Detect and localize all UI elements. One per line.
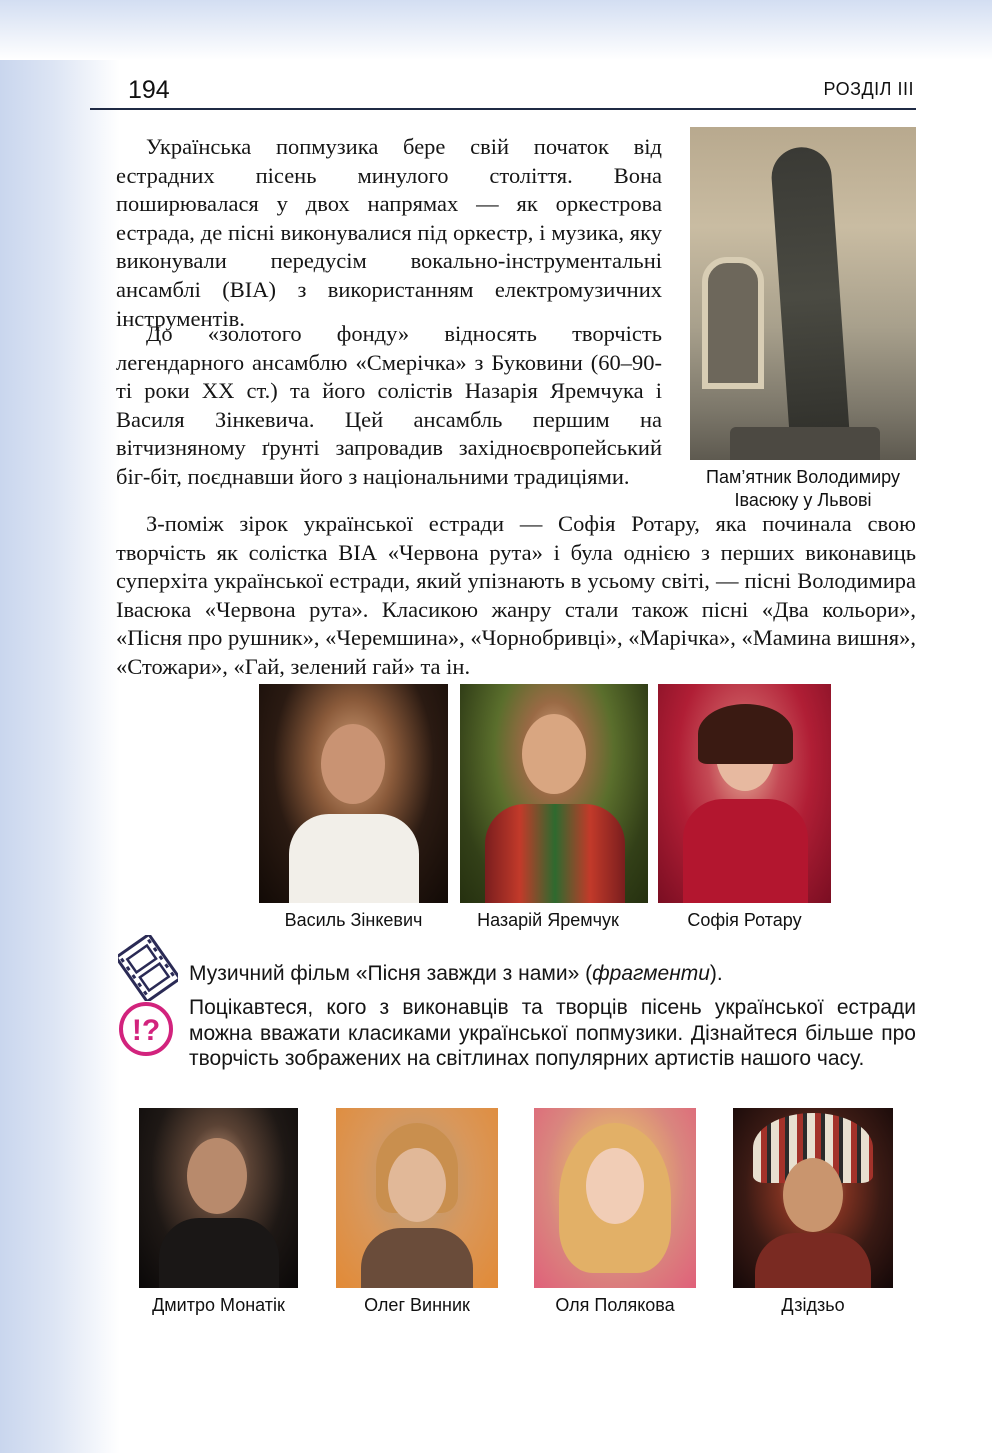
page-top-band [0, 0, 992, 60]
face [586, 1148, 644, 1224]
section-label: РОЗДІЛ III [823, 79, 914, 99]
statue-caption: Пам’ятник Володимиру Івасюку у Львові [706, 467, 900, 510]
building-window [702, 257, 764, 389]
paragraph-3: З-поміж зірок української естради — Софія Ротару, яка починала свою творчість як солістка ВІА «Червона рута» і була однією з перших виконавиць суперхіта української естради, який упізнають в усьому світі, — пісні Володимира Івасюка «Червона рута». Класикою жанру стали також пісні «Два кольори», «Пісня про рушник», «Черемшина», «Чорнобривці», «Марічка», «Мамина вишня», «Стожари», «Гай, зелений гай» та ін. [116, 511, 916, 679]
face [783, 1158, 843, 1232]
artist-photo-vynnyk [336, 1108, 498, 1288]
artist-caption-2: Олег Винник [364, 1295, 470, 1315]
singer-caption-1: Василь Зінкевич [284, 910, 423, 930]
singer-photo-yaremchuk [460, 684, 648, 903]
singer-caption-3: Софія Ротару [687, 910, 802, 930]
white-shirt [289, 814, 419, 903]
task-text: Поцікавтеся, кого з виконавців та творців пісень української естради можна вважати класиками української попмузики. Дізнайтеся більше про творчість зображених на світлинах популярних артистів нашого часу. [189, 996, 916, 1070]
statue-figure [770, 145, 851, 448]
film-strip-icon [118, 935, 178, 1001]
statue-pedestal [730, 427, 880, 460]
page-margin-band [0, 0, 120, 1453]
page-header [90, 76, 916, 110]
jacket [361, 1228, 473, 1288]
film-italic: фрагменти [592, 962, 710, 985]
dark-jacket [159, 1218, 279, 1288]
singer-photo-zinkevych [259, 684, 448, 903]
artist-photo-dzidzio [733, 1108, 893, 1288]
hair [698, 704, 793, 764]
paragraph-1: Українська попмузика бере свій початок від естрадних пісень минулого століття. Вона поширювалася у двох напрямах — як оркестрова естрада, де пісні виконувалися під оркестр, і музика, яку виконували передусім вокально-інструментальні ансамблі (ВІА) з використанням електромузичних інструментів. [116, 134, 662, 331]
question-exclamation-icon [117, 1000, 175, 1058]
singer-photo-rotaru [658, 684, 831, 903]
page-number: 194 [128, 76, 170, 104]
singer-caption-2: Назарій Яремчук [477, 910, 619, 930]
artist-caption-4: Дзідзьо [781, 1295, 845, 1315]
statue-photo [690, 127, 916, 460]
face [321, 724, 385, 804]
face [388, 1148, 446, 1222]
face [187, 1138, 247, 1214]
film-text: Музичний фільм «Пісня завжди з нами» ( [189, 962, 593, 985]
embroidered-shirt [485, 804, 625, 903]
paragraph-2: До «золотого фонду» відносять творчість легендарного ансамблю «Смерічка» з Буковини (60–90-ті роки XX ст.) та його солістів Назарія Яремчука і Василя Зінкевича. Цей ансамбль першим на вітчизняному ґрунті запровадив західноєвропейський біг-біт, поєднавши його з національними традиціями. [116, 321, 662, 489]
face [522, 714, 586, 794]
icon-label: !? [131, 1014, 161, 1047]
artist-caption-3: Оля Полякова [555, 1295, 675, 1315]
shirt [755, 1233, 871, 1288]
artist-photo-poliakova [534, 1108, 696, 1288]
artist-photo-monatik [139, 1108, 298, 1288]
film-reference [189, 962, 916, 986]
artist-caption-1: Дмитро Монатік [152, 1295, 285, 1315]
film-tail: ). [709, 962, 723, 985]
red-dress [683, 799, 808, 903]
